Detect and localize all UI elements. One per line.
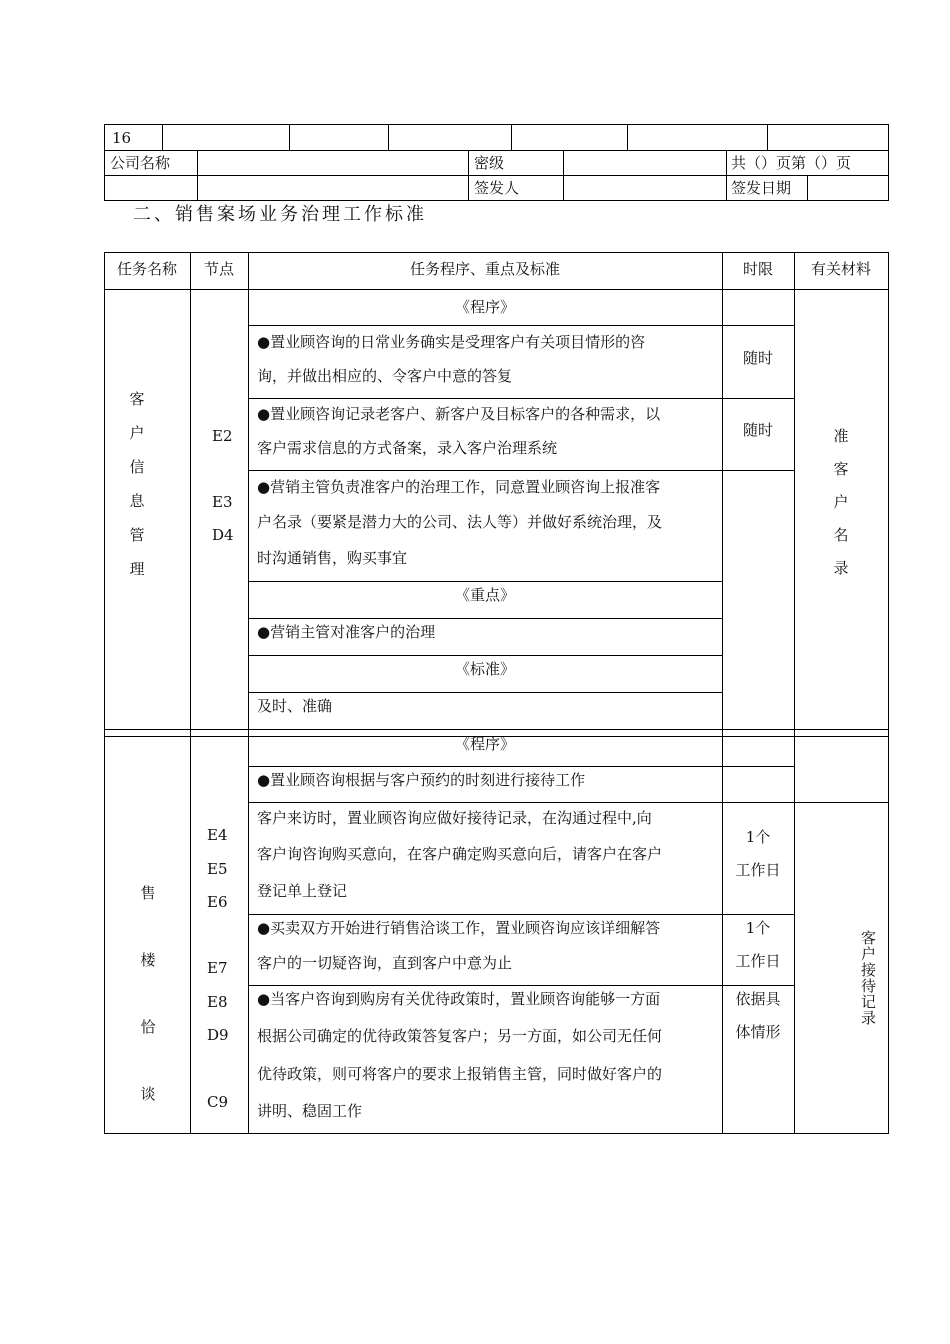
header-line (627, 124, 628, 150)
task1-name: 客 户 信 息 管 理 (129, 390, 145, 578)
task2-row4-time: 依据具 (735, 990, 781, 1008)
table-border (104, 252, 105, 1134)
header-line (807, 175, 808, 201)
header-line (104, 124, 889, 125)
task2-node: E8 (207, 993, 228, 1011)
task1-row2-line: 客户需求信息的方式备案，录入客户治理系统 (257, 439, 558, 457)
issue-date-label: 签发日期 (731, 179, 792, 197)
header-line (511, 124, 512, 150)
task2-row3-time: 1个 (745, 919, 771, 937)
page-count: 共（）页第（）页 (731, 154, 852, 172)
task2-row2-time: 工作日 (735, 861, 781, 879)
task2-node: E6 (207, 893, 228, 911)
task1-row2-time: 随时 (742, 421, 773, 439)
header-line (162, 124, 163, 150)
header-line (289, 124, 290, 150)
issuer-label: 签发人 (474, 179, 520, 197)
company-label: 公司名称 (110, 154, 171, 172)
header-time-limit: 时限 (742, 260, 773, 278)
section-title: 二、销售案场业务治理工作标准 (133, 204, 427, 225)
task1-row3-line: ●营销主管负责准客户的治理工作，同意置业顾咨询上报准客 (257, 478, 661, 496)
task2-row3-line: ●买卖双方开始进行销售洽谈工作，置业顾咨询应该详细解答 (257, 919, 661, 937)
task2-node: C9 (207, 1093, 229, 1111)
task2-name: 售 楼 恰 谈 (140, 884, 156, 1103)
header-task-name: 任务名称 (116, 260, 177, 278)
task1-material: 准 客 户 名 录 (833, 427, 849, 577)
task2-row4-line: 优待政策，则可将客户的要求上报销售主管，同时做好客户的 (257, 1065, 663, 1083)
header-line (388, 124, 389, 150)
table-border (190, 252, 191, 1134)
task2-row2-line: 登记单上登记 (257, 882, 348, 900)
task2-node: D9 (207, 1026, 229, 1044)
table-border (104, 1133, 889, 1134)
task2-row2-time: 1个 (745, 828, 771, 846)
page-number: 16 (112, 129, 132, 147)
task1-row1-line: ●置业顾咨询的日常业务确实是受理客户有关项目情形的咨 (257, 333, 646, 351)
task2-row2-line: 客户询咨询购买意向，在客户确定购买意向后，请客户在客户 (257, 845, 663, 863)
header-line (104, 124, 105, 201)
secret-label: 密级 (474, 154, 505, 172)
task1-key-heading: 《重点》 (454, 586, 515, 604)
header-line (563, 150, 564, 201)
task1-row3-line: 户名录（要紧是潜力大的公司、法人等）并做好系统治理，及 (257, 513, 663, 531)
task2-material: 客户接待记录 (859, 930, 877, 1026)
header-line (104, 150, 889, 151)
task2-node: E7 (207, 959, 228, 977)
task1-node: E3 (212, 493, 233, 511)
task2-node: E4 (207, 826, 228, 844)
task1-row1-time: 随时 (742, 349, 773, 367)
header-line (888, 124, 889, 201)
task2-row2-line: 客户来访时，置业顾咨询应做好接待记录，在沟通过程中,向 (257, 809, 652, 827)
header-materials: 有关材料 (810, 260, 871, 278)
header-line (104, 175, 889, 176)
task1-standard-item: 及时、准确 (257, 697, 333, 715)
task1-key-item: ●营销主管对准客户的治理 (257, 623, 436, 641)
table-border (888, 252, 889, 1134)
header-node: 节点 (203, 260, 234, 278)
task1-program-heading: 《程序》 (454, 298, 515, 316)
task2-row4-line: 讲明、稳固工作 (257, 1102, 363, 1120)
task2-node: E5 (207, 860, 228, 878)
table-border (248, 252, 249, 1134)
table-border (794, 252, 795, 1134)
header-line (104, 200, 889, 201)
task1-row3-line: 时沟通销售，购买事宜 (257, 549, 408, 567)
task1-row1-line: 询，并做出相应的、令客户中意的答复 (257, 367, 513, 385)
task2-row4-line: ●当客户咨询到购房有关优待政策时，置业顾咨询能够一方面 (257, 990, 661, 1008)
header-line (468, 150, 469, 201)
header-line (767, 124, 768, 150)
task1-standard-heading: 《标准》 (454, 660, 515, 678)
task2-row3-time: 工作日 (735, 952, 781, 970)
task1-row2-line: ●置业顾咨询记录老客户、新客户及目标客户的各种需求，以 (257, 405, 661, 423)
task2-row4-line: 根据公司确定的优待政策答复客户；另一方面，如公司无任何 (257, 1027, 663, 1045)
task2-row4-time: 体情形 (735, 1023, 781, 1041)
header-line (726, 150, 727, 201)
task1-node: E2 (212, 427, 233, 445)
task1-node: D4 (212, 526, 234, 544)
header-procedure: 任务程序、重点及标准 (409, 260, 560, 278)
task2-row3-line: 客户的一切疑咨询，直到客户中意为止 (257, 954, 513, 972)
task2-row1-line: ●置业顾咨询根据与客户预约的时刻进行接待工作 (257, 771, 586, 789)
task2-program-heading: 《程序》 (454, 735, 515, 753)
header-line (197, 150, 198, 201)
